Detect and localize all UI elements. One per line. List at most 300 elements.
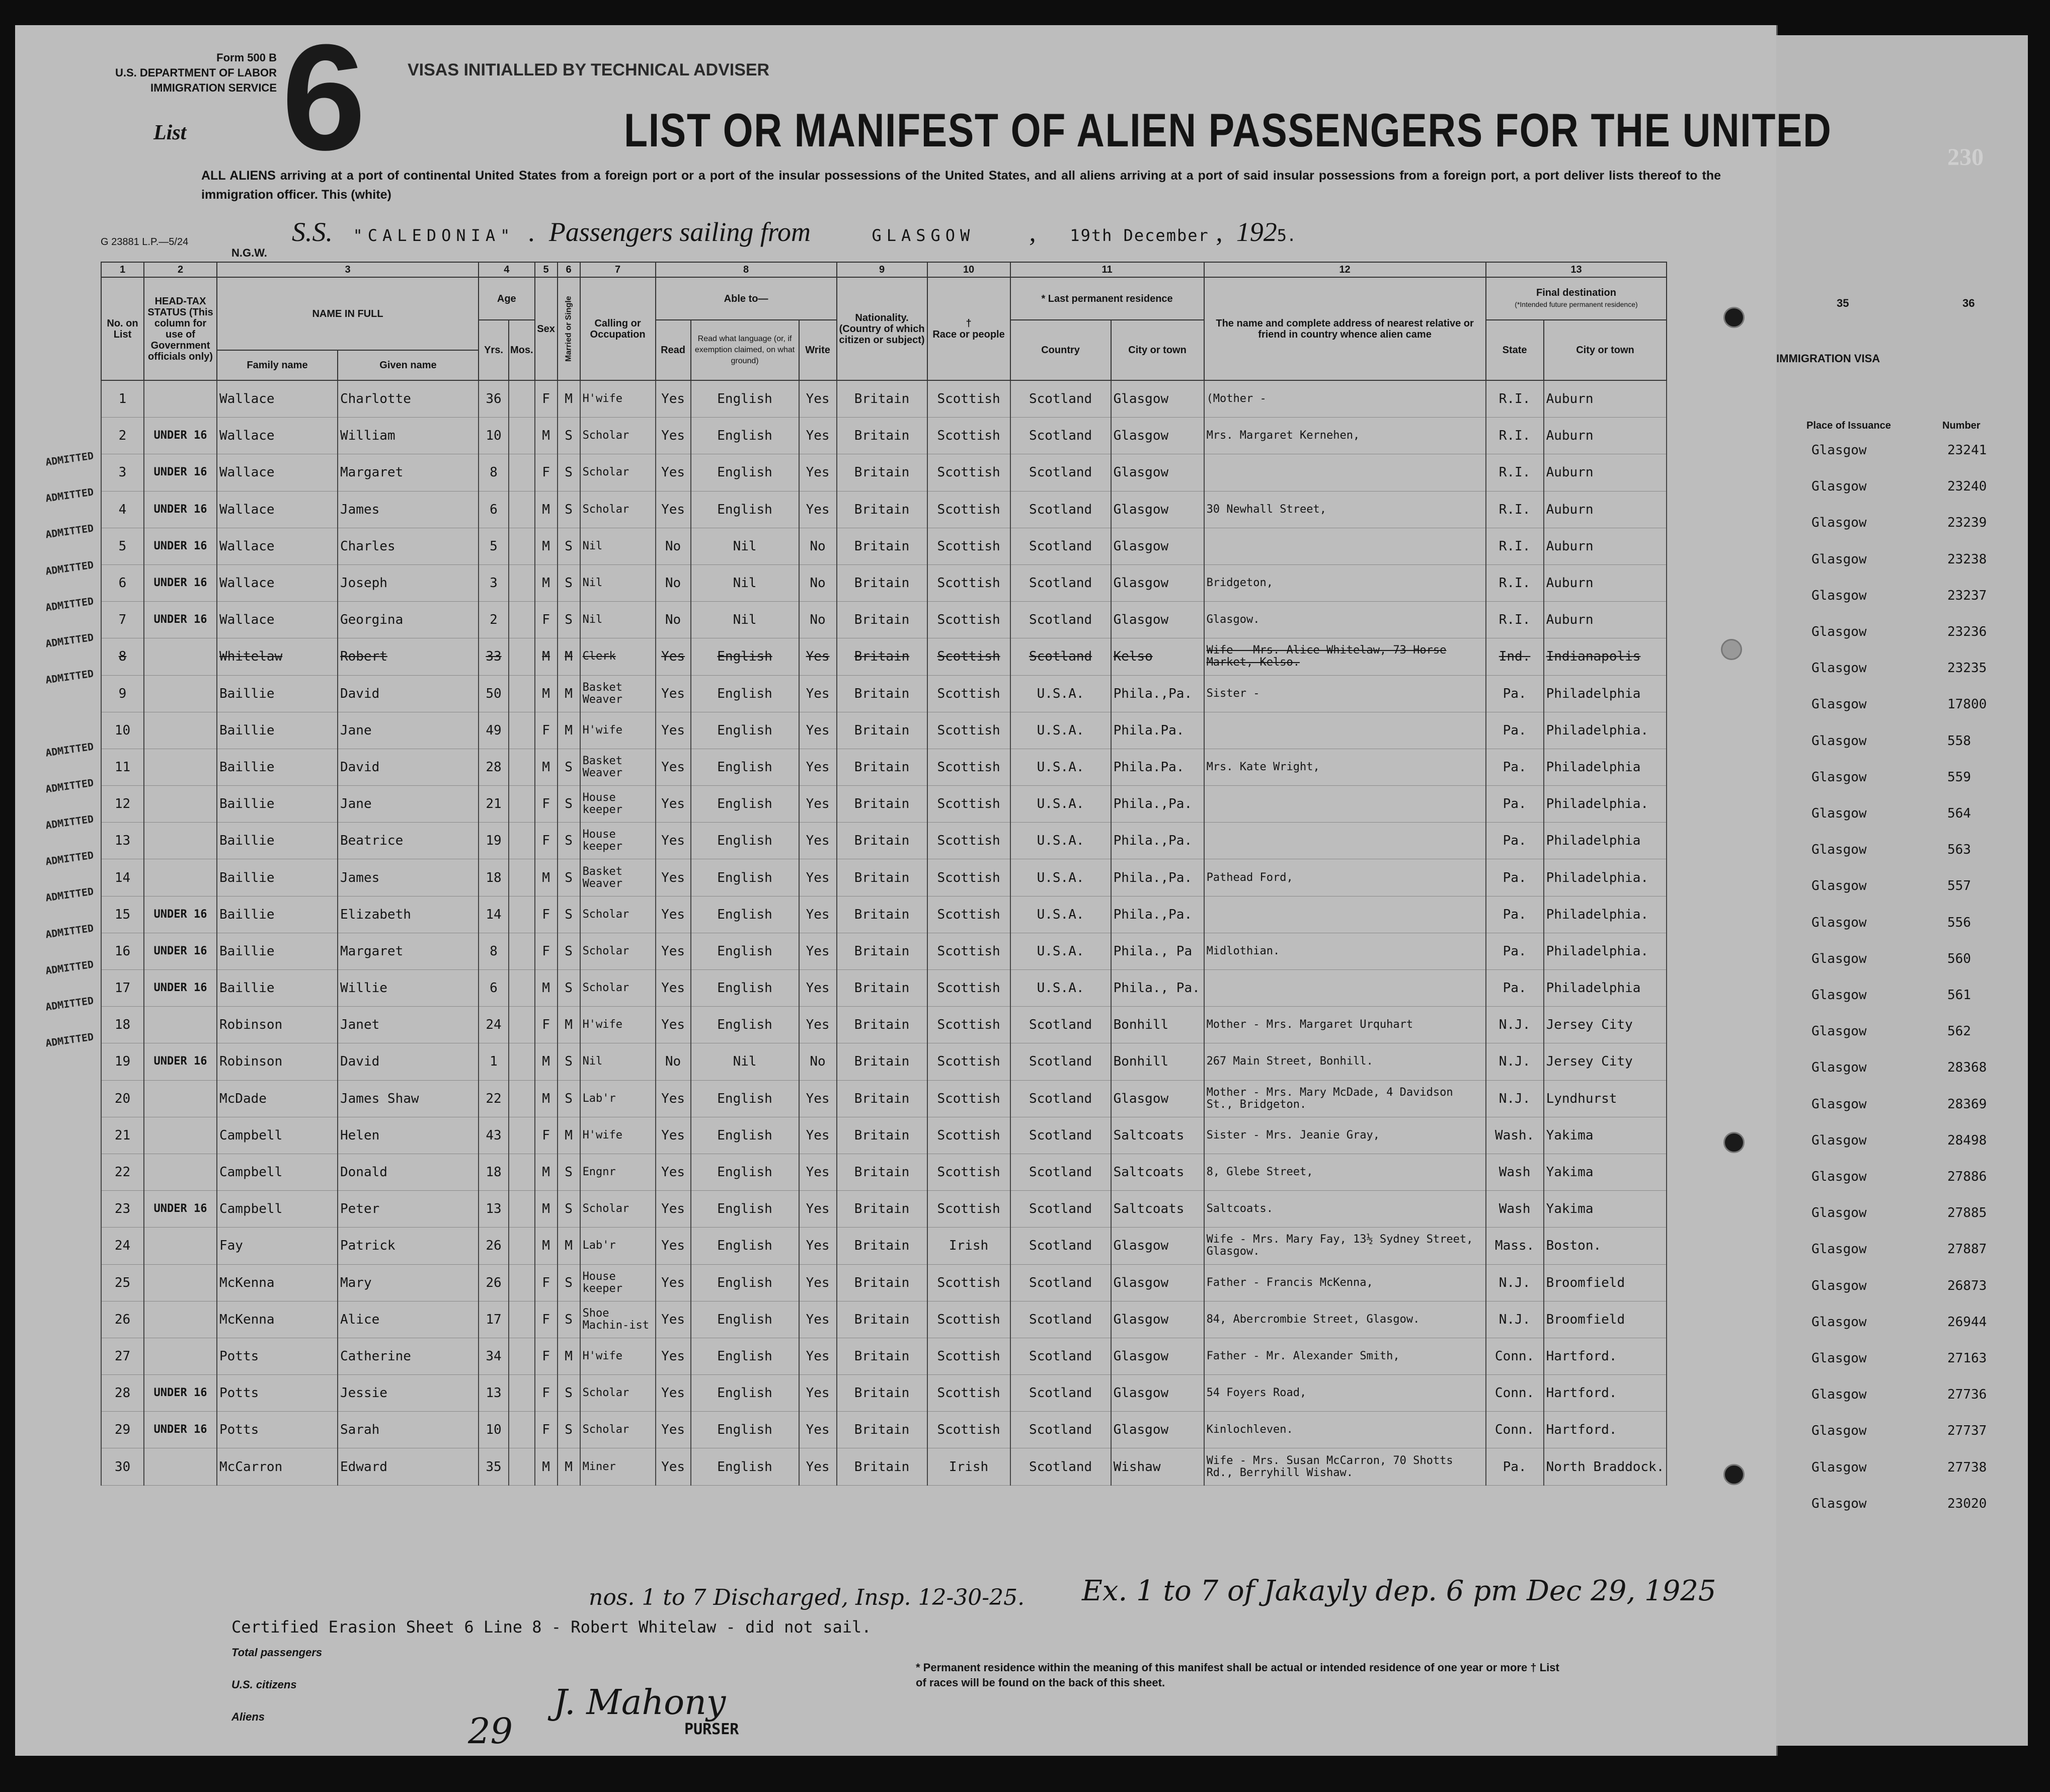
header-married: Married or Single xyxy=(558,277,580,380)
purser-label: PURSER xyxy=(684,1721,739,1738)
can-write: Yes xyxy=(799,418,837,454)
visa-place: Glasgow xyxy=(1811,769,1867,785)
age-months xyxy=(509,786,535,823)
family-name: Campbell xyxy=(217,1191,338,1228)
header-able-to: Able to— xyxy=(656,277,837,320)
age-years: 28 xyxy=(479,749,509,785)
ship-name: "CALEDONIA" xyxy=(353,226,515,245)
sex: M xyxy=(535,1448,558,1485)
admitted-stamp: ADMITTED xyxy=(44,558,95,578)
marital-status: M xyxy=(558,712,580,749)
residence-country: U.S.A. xyxy=(1010,675,1111,712)
age-years: 19 xyxy=(479,823,509,859)
visa-place-header: Place of Issuance xyxy=(1806,420,1891,431)
destination-city: Yakima xyxy=(1544,1117,1667,1154)
can-write: Yes xyxy=(799,1117,837,1154)
race: Scottish xyxy=(927,454,1010,491)
nearest-relative xyxy=(1204,712,1486,749)
can-read: Yes xyxy=(656,896,691,933)
departure-date: 19th December xyxy=(1070,226,1209,245)
table-row xyxy=(101,749,1667,785)
admitted-stamp: ADMITTED xyxy=(44,994,95,1013)
race: Scottish xyxy=(927,1080,1010,1117)
visa-number: 23238 xyxy=(1947,551,1987,567)
family-name: Wallace xyxy=(217,454,338,491)
visa-number: 17800 xyxy=(1947,697,1987,712)
residence-city: Phila.,Pa. xyxy=(1111,859,1204,896)
admitted-stamp: ADMITTED xyxy=(44,885,95,904)
age-months xyxy=(509,1375,535,1412)
read-language: English xyxy=(691,1375,799,1412)
table-row xyxy=(101,418,1667,454)
visa-number: 27885 xyxy=(1947,1205,1987,1221)
residence-city: Glasgow xyxy=(1111,491,1204,528)
us-citizens-label: U.S. citizens xyxy=(231,1678,297,1691)
marital-status: M xyxy=(558,1228,580,1264)
read-language: English xyxy=(691,1191,799,1228)
nearest-relative: Mrs. Kate Wright, xyxy=(1204,749,1486,785)
head-tax-status xyxy=(144,1301,217,1338)
read-language: English xyxy=(691,1080,799,1117)
occupation: Lab'r xyxy=(580,1080,656,1117)
visa-place: Glasgow xyxy=(1811,1459,1867,1475)
nearest-relative xyxy=(1204,786,1486,823)
nationality: Britain xyxy=(837,1191,927,1228)
visa-number: 23239 xyxy=(1947,515,1987,531)
row-number: 2 xyxy=(101,418,144,454)
destination-state: R.I. xyxy=(1486,602,1544,638)
sex: F xyxy=(535,602,558,638)
given-name: David xyxy=(338,749,479,785)
final-dest-note: (*Intended future permanent residence) xyxy=(1515,300,1638,308)
age-months xyxy=(509,859,535,896)
can-write: Yes xyxy=(799,1154,837,1190)
manifest-table xyxy=(101,262,1667,1486)
can-read: No xyxy=(656,1043,691,1080)
race: Scottish xyxy=(927,1375,1010,1412)
destination-city: Philadelphia. xyxy=(1544,933,1667,969)
occupation: H'wife xyxy=(580,1007,656,1043)
destination-state: Pa. xyxy=(1486,896,1544,933)
given-name: Jane xyxy=(338,712,479,749)
age-months xyxy=(509,970,535,1007)
row-number: 27 xyxy=(101,1338,144,1374)
erasure-note: Certified Erasion Sheet 6 Line 8 - Robert Whitelaw - did not sail. xyxy=(231,1617,872,1637)
visa-place: Glasgow xyxy=(1811,1278,1867,1293)
residence-city: Phila.Pa. xyxy=(1111,712,1204,749)
age-years: 33 xyxy=(479,638,509,675)
header-dest-city: City or town xyxy=(1544,320,1667,380)
header-state: State xyxy=(1486,320,1544,380)
age-years: 24 xyxy=(479,1007,509,1043)
col-num: 2 xyxy=(144,262,217,277)
table-row xyxy=(101,1154,1667,1190)
col-num: 3 xyxy=(217,262,479,277)
destination-state: Conn. xyxy=(1486,1375,1544,1412)
visa-number: 556 xyxy=(1947,915,1971,930)
can-write: Yes xyxy=(799,749,837,785)
family-name: Campbell xyxy=(217,1154,338,1190)
family-name: McKenna xyxy=(217,1301,338,1338)
residence-city: Glasgow xyxy=(1111,1412,1204,1448)
age-years: 13 xyxy=(479,1191,509,1228)
race: Scottish xyxy=(927,749,1010,785)
col-num: 13 xyxy=(1486,262,1667,277)
destination-city: Auburn xyxy=(1544,454,1667,491)
nationality: Britain xyxy=(837,675,927,712)
can-write: Yes xyxy=(799,491,837,528)
occupation: Scholar xyxy=(580,418,656,454)
sex: M xyxy=(535,564,558,601)
visa-place: Glasgow xyxy=(1811,1024,1867,1039)
residence-city: Kelso xyxy=(1111,638,1204,675)
destination-state: Pa. xyxy=(1486,933,1544,969)
visa-number: 26944 xyxy=(1947,1314,1987,1330)
nearest-relative: Pathead Ford, xyxy=(1204,859,1486,896)
list-label: List xyxy=(153,121,187,144)
race: Scottish xyxy=(927,1301,1010,1338)
occupation: Scholar xyxy=(580,491,656,528)
marital-status: M xyxy=(558,1338,580,1374)
age-years: 6 xyxy=(479,970,509,1007)
age-months xyxy=(509,1338,535,1374)
given-name: David xyxy=(338,675,479,712)
marital-status: M xyxy=(558,1007,580,1043)
nationality: Britain xyxy=(837,1228,927,1264)
residence-city: Glasgow xyxy=(1111,528,1204,564)
header-name-in-full: NAME IN FULL xyxy=(217,277,479,350)
age-months xyxy=(509,491,535,528)
admitted-stamp: ADMITTED xyxy=(44,1030,95,1049)
nearest-relative: Father - Mr. Alexander Smith, xyxy=(1204,1338,1486,1374)
head-tax-status xyxy=(144,1117,217,1154)
residence-city: Wishaw xyxy=(1111,1448,1204,1485)
race: Scottish xyxy=(927,491,1010,528)
residence-city: Saltcoats xyxy=(1111,1191,1204,1228)
race: Scottish xyxy=(927,1412,1010,1448)
can-read: Yes xyxy=(656,970,691,1007)
destination-city: Hartford. xyxy=(1544,1338,1667,1374)
marital-status: S xyxy=(558,1301,580,1338)
age-months xyxy=(509,1448,535,1485)
residence-country: U.S.A. xyxy=(1010,896,1111,933)
table-row xyxy=(101,1375,1667,1412)
table-row xyxy=(101,638,1667,675)
can-read: Yes xyxy=(656,1448,691,1485)
visa-number: 562 xyxy=(1947,1024,1971,1039)
residence-city: Saltcoats xyxy=(1111,1117,1204,1154)
race-mark: † xyxy=(966,317,972,329)
visa-place: Glasgow xyxy=(1811,988,1867,1003)
table-row xyxy=(101,1448,1667,1485)
can-write: Yes xyxy=(799,859,837,896)
can-write: No xyxy=(799,528,837,564)
family-name: Baillie xyxy=(217,786,338,823)
header-calling: Calling or Occupation xyxy=(580,277,656,380)
marital-status: S xyxy=(558,491,580,528)
family-name: Whitelaw xyxy=(217,638,338,675)
family-name: Campbell xyxy=(217,1117,338,1154)
residence-country: U.S.A. xyxy=(1010,823,1111,859)
destination-city: Auburn xyxy=(1544,528,1667,564)
nearest-relative: Midlothian. xyxy=(1204,933,1486,969)
marital-status: S xyxy=(558,1412,580,1448)
can-write: Yes xyxy=(799,823,837,859)
table-row xyxy=(101,933,1667,969)
residence-country: Scotland xyxy=(1010,1117,1111,1154)
row-number: 4 xyxy=(101,491,144,528)
destination-city: Philadelphia. xyxy=(1544,859,1667,896)
destination-city: Auburn xyxy=(1544,418,1667,454)
col-num: 9 xyxy=(837,262,927,277)
race: Scottish xyxy=(927,1191,1010,1228)
age-years: 34 xyxy=(479,1338,509,1374)
col-num: 11 xyxy=(1010,262,1204,277)
header-family-name: Family name xyxy=(217,350,338,380)
destination-state: Pa. xyxy=(1486,712,1544,749)
table-row xyxy=(101,1338,1667,1374)
race: Scottish xyxy=(927,564,1010,601)
nearest-relative: Kinlochleven. xyxy=(1204,1412,1486,1448)
race: Scottish xyxy=(927,786,1010,823)
occupation: Nil xyxy=(580,1043,656,1080)
destination-city: Philadelphia. xyxy=(1544,786,1667,823)
head-tax-status xyxy=(144,380,217,418)
age-months xyxy=(509,1007,535,1043)
head-tax-status xyxy=(144,1080,217,1117)
row-number: 25 xyxy=(101,1264,144,1301)
visa-place: Glasgow xyxy=(1811,951,1867,966)
row-number: 1 xyxy=(101,380,144,418)
column-number-row xyxy=(101,262,1667,277)
head-tax-status: UNDER 16 xyxy=(144,564,217,601)
sex: M xyxy=(535,528,558,564)
destination-state: Pa. xyxy=(1486,675,1544,712)
nationality: Britain xyxy=(837,1338,927,1374)
nationality: Britain xyxy=(837,970,927,1007)
can-read: Yes xyxy=(656,491,691,528)
sex: F xyxy=(535,1117,558,1154)
visa-place: Glasgow xyxy=(1811,551,1867,567)
family-name: Baillie xyxy=(217,675,338,712)
age-months xyxy=(509,454,535,491)
residence-city: Glasgow xyxy=(1111,1080,1204,1117)
visa-number: 27887 xyxy=(1947,1242,1987,1257)
destination-state: R.I. xyxy=(1486,564,1544,601)
table-row xyxy=(101,859,1667,896)
given-name: Janet xyxy=(338,1007,479,1043)
occupation: Nil xyxy=(580,528,656,564)
col-num: 1 xyxy=(101,262,144,277)
can-write: Yes xyxy=(799,970,837,1007)
can-write: Yes xyxy=(799,638,837,675)
age-years: 50 xyxy=(479,675,509,712)
destination-city: Jersey City xyxy=(1544,1007,1667,1043)
occupation: Basket Weaver xyxy=(580,749,656,785)
age-years: 5 xyxy=(479,528,509,564)
sex: F xyxy=(535,896,558,933)
nationality: Britain xyxy=(837,491,927,528)
row-number: 22 xyxy=(101,1154,144,1190)
marital-status: S xyxy=(558,528,580,564)
occupation: Scholar xyxy=(580,1191,656,1228)
given-name: Georgina xyxy=(338,602,479,638)
header-relative: The name and complete address of nearest relative or friend in country whence alien came xyxy=(1204,277,1486,380)
ngw-code: N.G.W. xyxy=(231,247,267,259)
given-name: Jessie xyxy=(338,1375,479,1412)
table-row xyxy=(101,1191,1667,1228)
head-tax-status xyxy=(144,859,217,896)
destination-city: Philadelphia xyxy=(1544,749,1667,785)
given-name: Charles xyxy=(338,528,479,564)
sex: F xyxy=(535,1007,558,1043)
footnote: * Permanent residence within the meaning of this manifest shall be actual or intended residence of one year or more † List of races will be found on the back of this sheet. xyxy=(916,1661,1559,1689)
destination-city: Yakima xyxy=(1544,1154,1667,1190)
age-months xyxy=(509,564,535,601)
age-months xyxy=(509,1412,535,1448)
visa-place: Glasgow xyxy=(1811,479,1867,495)
row-number: 8 xyxy=(101,638,144,675)
age-months xyxy=(509,675,535,712)
race: Scottish xyxy=(927,1117,1010,1154)
occupation: Basket Weaver xyxy=(580,675,656,712)
visa-number: 23236 xyxy=(1947,624,1987,639)
visa-number: 560 xyxy=(1947,951,1971,966)
row-number: 9 xyxy=(101,675,144,712)
handwritten-note-discharged: nos. 1 to 7 Discharged, Insp. 12-30-25. xyxy=(589,1585,1025,1610)
page-number: 230 xyxy=(1947,144,1984,171)
visa-number: 558 xyxy=(1947,733,1971,749)
nearest-relative: 267 Main Street, Bonhill. xyxy=(1204,1043,1486,1080)
nearest-relative: 84, Abercrombie Street, Glasgow. xyxy=(1204,1301,1486,1338)
nationality: Britain xyxy=(837,823,927,859)
purser-signature: J. Mahony xyxy=(554,1683,726,1723)
admitted-stamp: ADMITTED xyxy=(44,922,95,941)
head-tax-status xyxy=(144,1338,217,1374)
destination-state: Wash. xyxy=(1486,1117,1544,1154)
marital-status: M xyxy=(558,1117,580,1154)
marital-status: S xyxy=(558,933,580,969)
destination-city: Auburn xyxy=(1544,380,1667,418)
col-num: 5 xyxy=(535,262,558,277)
destination-state: Mass. xyxy=(1486,1228,1544,1264)
table-row xyxy=(101,380,1667,418)
nationality: Britain xyxy=(837,1301,927,1338)
destination-state: N.J. xyxy=(1486,1043,1544,1080)
nearest-relative xyxy=(1204,823,1486,859)
age-years: 13 xyxy=(479,1375,509,1412)
header-final-destination xyxy=(1486,277,1667,320)
residence-country: Scotland xyxy=(1010,454,1111,491)
head-tax-status: UNDER 16 xyxy=(144,454,217,491)
given-name: Donald xyxy=(338,1154,479,1190)
sex: F xyxy=(535,1375,558,1412)
can-read: Yes xyxy=(656,418,691,454)
visa-place: Glasgow xyxy=(1811,1242,1867,1257)
table-row xyxy=(101,1301,1667,1338)
family-name: McDade xyxy=(217,1080,338,1117)
header-last-residence: * Last permanent residence xyxy=(1010,277,1204,320)
occupation: Nil xyxy=(580,564,656,601)
age-years: 18 xyxy=(479,1154,509,1190)
marital-status: S xyxy=(558,1154,580,1190)
nearest-relative: Father - Francis McKenna, xyxy=(1204,1264,1486,1301)
residence-country: Scotland xyxy=(1010,1338,1111,1374)
header-age: Age xyxy=(479,277,535,320)
family-name: McKenna xyxy=(217,1264,338,1301)
destination-city: Auburn xyxy=(1544,602,1667,638)
race: Scottish xyxy=(927,602,1010,638)
occupation: Scholar xyxy=(580,454,656,491)
occupation: Scholar xyxy=(580,933,656,969)
can-write: Yes xyxy=(799,1301,837,1338)
ship-prefix: S.S. xyxy=(292,217,333,247)
nationality: Britain xyxy=(837,786,927,823)
row-number: 7 xyxy=(101,602,144,638)
can-write: Yes xyxy=(799,1412,837,1448)
visa-place: Glasgow xyxy=(1811,1351,1867,1366)
head-tax-status: UNDER 16 xyxy=(144,1043,217,1080)
visa-number: 23237 xyxy=(1947,588,1987,603)
age-months xyxy=(509,380,535,418)
residence-country: Scotland xyxy=(1010,1412,1111,1448)
read-language: English xyxy=(691,675,799,712)
residence-country: Scotland xyxy=(1010,1191,1111,1228)
header-head-tax: HEAD-TAX STATUS (This column for use of Government officials only) xyxy=(144,277,217,380)
age-months xyxy=(509,1264,535,1301)
destination-state: Wash xyxy=(1486,1154,1544,1190)
can-write: Yes xyxy=(799,1191,837,1228)
row-number: 11 xyxy=(101,749,144,785)
nationality: Britain xyxy=(837,749,927,785)
race: Scottish xyxy=(927,933,1010,969)
marital-status: M xyxy=(558,380,580,418)
sex: M xyxy=(535,1191,558,1228)
head-tax-status: UNDER 16 xyxy=(144,491,217,528)
table-row xyxy=(101,786,1667,823)
given-name: Robert xyxy=(338,638,479,675)
residence-city: Phila.,Pa. xyxy=(1111,896,1204,933)
read-language: Nil xyxy=(691,528,799,564)
destination-state: R.I. xyxy=(1486,418,1544,454)
nationality: Britain xyxy=(837,380,927,418)
age-years: 8 xyxy=(479,454,509,491)
occupation: House keeper xyxy=(580,1264,656,1301)
visa-title: IMMIGRATION VISA xyxy=(1776,352,1880,365)
head-tax-status: UNDER 16 xyxy=(144,418,217,454)
occupation: H'wife xyxy=(580,712,656,749)
table-row xyxy=(101,675,1667,712)
row-number: 30 xyxy=(101,1448,144,1485)
head-tax-status: UNDER 16 xyxy=(144,1191,217,1228)
destination-state: N.J. xyxy=(1486,1007,1544,1043)
header-read: Read xyxy=(656,320,691,380)
can-write: Yes xyxy=(799,675,837,712)
destination-city: North Braddock. xyxy=(1544,1448,1667,1485)
table-row xyxy=(101,454,1667,491)
can-read: Yes xyxy=(656,712,691,749)
race: Scottish xyxy=(927,528,1010,564)
residence-city: Phila.,Pa. xyxy=(1111,786,1204,823)
given-name: Charlotte xyxy=(338,380,479,418)
read-language: Nil xyxy=(691,1043,799,1080)
row-number: 5 xyxy=(101,528,144,564)
row-number: 20 xyxy=(101,1080,144,1117)
row-number: 14 xyxy=(101,859,144,896)
race: Scottish xyxy=(927,1154,1010,1190)
family-name: Wallace xyxy=(217,564,338,601)
sex: M xyxy=(535,749,558,785)
